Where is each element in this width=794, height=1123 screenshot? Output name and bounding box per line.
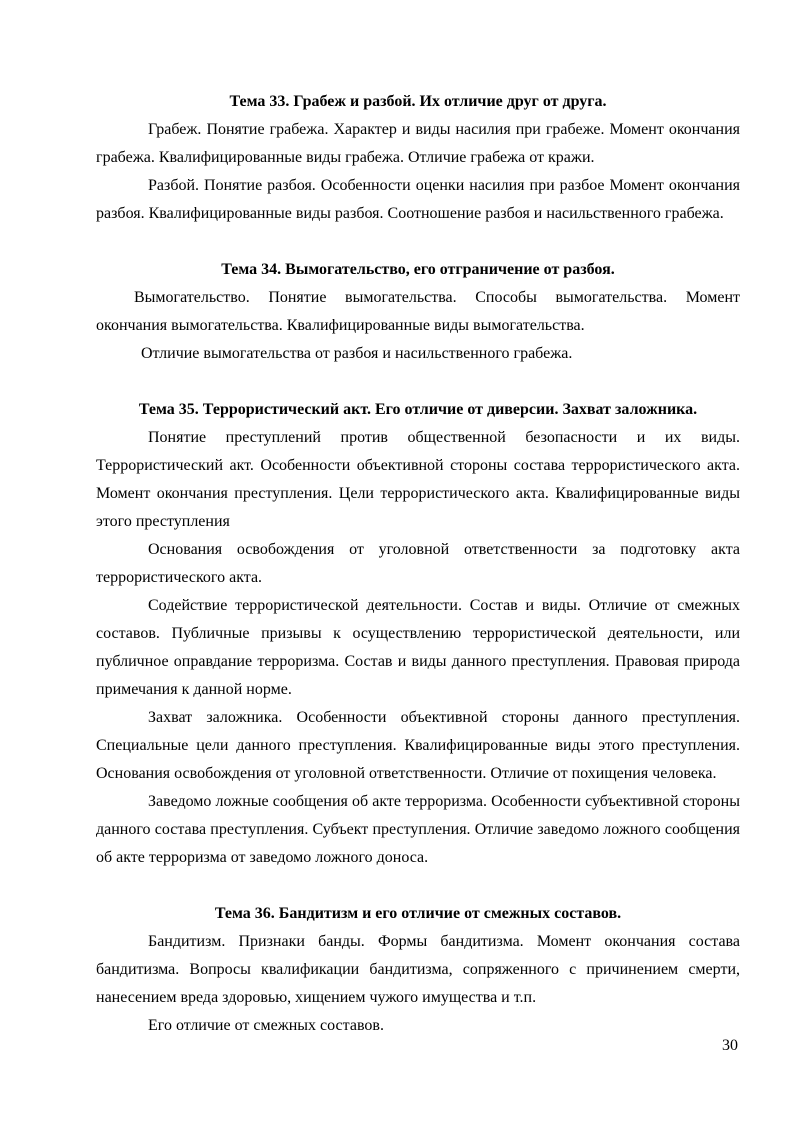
section-tema-36 — [96, 900, 740, 1040]
section-gap — [96, 368, 740, 396]
paragraph: Разбой. Понятие разбоя. Особенности оценки насилия при разбое Момент окончания разбоя. Квалифицированные виды разбоя. Соотношение разбоя и насильственного грабежа. — [96, 177, 740, 222]
section-heading-tema-35: Тема 35. Террористический акт. Его отличие от диверсии. Захват заложника. — [138, 401, 698, 418]
paragraph: Основания освобождения от уголовной ответственности за подготовку акта террористического акта. — [96, 541, 740, 586]
paragraph: Вымогательство. Понятие вымогательства. Способы вымогательства. Момент окончания вымогательства. Квалифицированные виды вымогательства. — [96, 289, 740, 334]
paragraph: Его отличие от смежных составов. — [148, 1017, 384, 1034]
paragraph: Содействие террористической деятельности. Состав и виды. Отличие от смежных составов. Публичные призывы к осуществлению террористической деятельности, или публичное оправдание терроризма. Состав и виды данного преступления. Правовая природа примечания к данной норме. — [96, 597, 740, 698]
paragraph: Бандитизм. Признаки банды. Формы бандитизма. Момент окончания состава бандитизма. Вопросы квалификации бандитизма, сопряженного с причинением смерти, нанесением вреда здоровью, хищением чужого имущества и т.п. — [96, 933, 740, 1006]
paragraph: Грабеж. Понятие грабежа. Характер и виды насилия при грабеже. Момент окончания грабежа. Квалифицированные виды грабежа. Отличие грабежа от кражи. — [96, 121, 740, 166]
section-heading-tema-36: Тема 36. Бандитизм и его отличие от смежных составов. — [214, 905, 622, 922]
section-heading-tema-33: Тема 33. Грабеж и разбой. Их отличие друг от друга. — [229, 93, 607, 110]
section-tema-33 — [96, 88, 740, 228]
section-heading-tema-34: Тема 34. Вымогательство, его отграничение от разбоя. — [221, 261, 615, 278]
paragraph: Понятие преступлений против общественной безопасности и их виды. Террористический акт. Особенности объективной стороны состава террористического акта. Момент окончания преступления. Цели террористического акта. Квалифицированные виды этого преступления — [96, 429, 740, 530]
section-tema-34 — [96, 256, 740, 368]
page-number: 30 — [722, 1037, 738, 1054]
paragraph: Заведомо ложные сообщения об акте терроризма. Особенности субъективной стороны данного состава преступления. Субъект преступления. Отличие заведомо ложного сообщения об акте терроризма от заведомо ложного доноса. — [96, 793, 740, 866]
paragraph: Отличие вымогательства от разбоя и насильственного грабежа. — [141, 345, 573, 362]
section-gap — [96, 228, 740, 256]
section-gap — [96, 872, 740, 900]
paragraph: Захват заложника. Особенности объективной стороны данного преступления. Специальные цели данного преступления. Квалифицированные виды этого преступления. Основания освобождения от уголовной ответственности. Отличие от похищения человека. — [96, 709, 740, 782]
section-tema-35 — [96, 396, 740, 872]
